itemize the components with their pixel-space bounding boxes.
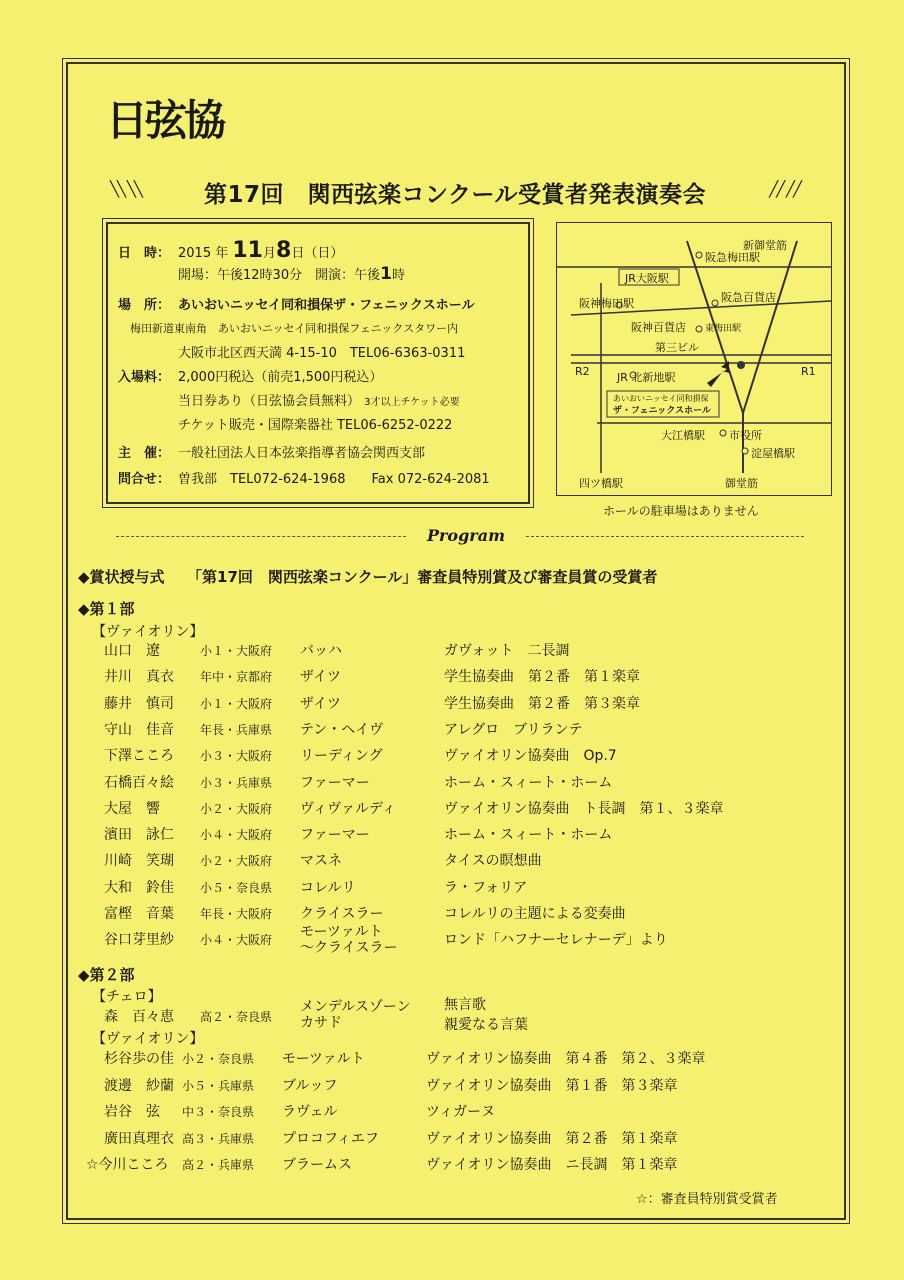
composer: ヴィヴァルディ <box>300 800 396 817</box>
label-higashi-umeda: 東梅田駅 <box>705 324 742 334</box>
performer-grade: 年長・大阪府 <box>200 907 273 921</box>
performer-name: 大屋 響 <box>104 800 160 817</box>
composer: プロコフィエフ <box>282 1130 379 1147</box>
performer-grade: 高２・兵庫県 <box>182 1158 255 1172</box>
date-day-unit: 日（日） <box>291 246 344 261</box>
composer: バッハ <box>300 643 342 659</box>
date-day: 8 <box>276 238 292 263</box>
piece: ヴァイオリン協奏曲 第１番 第３楽章 <box>426 1077 678 1094</box>
logo: 日弦協 <box>106 96 224 145</box>
performer-name: 杉谷歩の佳 <box>104 1051 174 1067</box>
piece: ヴァイオリン協奏曲 第２番 第１楽章 <box>426 1130 678 1147</box>
part2-title: ◆第２部 <box>78 966 135 984</box>
performer-grade: 年長・兵庫県 <box>200 722 273 737</box>
same-day-ticket: 当日券あり（日弦協会員無料） <box>178 394 361 409</box>
title-decoration-right: ╱╱ ╱╱ <box>769 180 800 198</box>
piece-2: 親愛なる言葉 <box>444 1017 528 1033</box>
performer-name: 藤井 慎司 <box>104 695 174 712</box>
award-ceremony: ◆賞状授与式 「第17回 関西弦楽コンクール」審査員特別賞及び審査員賞の受賞者 <box>78 568 658 586</box>
date-line <box>118 238 343 263</box>
date-month: 11 <box>232 238 263 263</box>
label-daisan-bldg: 第三ビル <box>655 341 699 354</box>
label-oebashi: 大江橋駅 <box>661 429 705 442</box>
label-jr-osaka: JR大阪駅 <box>625 272 669 285</box>
composer: テン・ヘイヴ <box>300 721 384 738</box>
divider-line-right <box>526 536 804 537</box>
venue-address: 大阪市北区西天満 4-15-10 TEL06-6363-0311 <box>178 346 466 361</box>
performer-name: 渡邊 紗蘭 <box>104 1077 174 1094</box>
piece: ホーム・スィート・ホーム <box>444 827 613 844</box>
performer-name: 下澤こころ <box>104 748 174 765</box>
access-map <box>556 222 832 496</box>
piece: ヴァイオリン協奏曲 第４番 第２、３楽章 <box>426 1051 706 1067</box>
composer: モーツァルト <box>300 924 383 941</box>
part2-violin-category: 【ヴァイオリン】 <box>92 1031 204 1047</box>
piece: アレグロ ブリランテ <box>444 721 583 738</box>
performer-name: 山口 遼 <box>104 643 160 659</box>
performer-grade: 小２・奈良県 <box>182 1052 255 1066</box>
piece: ヴァイオリン協奏曲 ニ長調 第１楽章 <box>426 1157 678 1173</box>
title-decoration-left: ╲╲ ╲╲ <box>110 180 141 198</box>
piece: タイスの瞑想曲 <box>444 853 542 870</box>
fee-line-2 <box>178 390 460 409</box>
open-time-line <box>178 264 405 284</box>
composer: メンデルスゾーン <box>300 999 411 1015</box>
label-shinmidosuji: 新御堂筋 <box>743 239 787 252</box>
piece: ヴァイオリン協奏曲 ト長調 第１、３楽章 <box>444 800 724 817</box>
cello-category: 【チェロ】 <box>92 989 162 1005</box>
performer-name: 守山 佳音 <box>104 721 174 738</box>
performer-name: 谷口芽里紗 <box>104 932 174 949</box>
date-label: 日 時： <box>118 246 171 261</box>
composer: ラヴェル <box>282 1104 338 1120</box>
composer: ファーマー <box>300 827 370 844</box>
host-label: 主 催： <box>118 446 171 461</box>
piece: ロンド「ハフナーセレナーデ」より <box>444 932 668 949</box>
venue-line <box>118 294 475 313</box>
label-hankyu-dept: 阪急百貨店 <box>721 291 776 304</box>
performer-grade: 年中・京都府 <box>200 670 273 685</box>
performer-grade: 小３・兵庫県 <box>200 775 273 790</box>
page-title: 第17回 関西弦楽コンクール受賞者発表演奏会 <box>203 182 707 208</box>
composer: モーツァルト <box>282 1051 365 1067</box>
piece: 無言歌 <box>444 997 486 1013</box>
contact-line <box>118 468 490 487</box>
composer: ザイツ <box>300 669 342 686</box>
label-hankyu-umeda: 阪急梅田駅 <box>705 251 760 264</box>
performer-name: 川崎 笑瑚 <box>104 853 174 870</box>
composer: コレルリ <box>300 879 356 896</box>
performer-name: 井川 真衣 <box>104 669 174 686</box>
host-line <box>118 442 425 461</box>
performer-name: ☆今川こころ <box>86 1157 169 1173</box>
performer-name: 森 百々恵 <box>104 1009 174 1025</box>
label-midosuji: 御堂筋 <box>725 477 758 490</box>
performer-grade: 小４・大阪府 <box>200 828 273 843</box>
piece: ヴァイオリン協奏曲 Op.7 <box>444 748 617 765</box>
performer-grade: 中３・奈良県 <box>182 1105 255 1119</box>
fee-price: 2,000円税込（前売1,500円税込） <box>178 370 383 385</box>
ticket-age-note: 3才以上チケット必要 <box>364 397 460 408</box>
piece: ガヴォット 二長調 <box>444 643 570 659</box>
footnote: ☆：審査員特別賞受賞者 <box>636 1192 778 1207</box>
performer-name: 濱田 詠仁 <box>104 827 174 844</box>
piece: 学生協奏曲 第２番 第３楽章 <box>444 695 640 712</box>
performer-grade: 小２・大阪府 <box>200 854 273 869</box>
composer: ザイツ <box>300 695 342 712</box>
venue-name: あいおいニッセイ同和損保ザ・フェニックスホール <box>178 298 475 313</box>
label-hanshin-umeda: 阪神梅田駅 <box>579 297 634 310</box>
performer-grade: 小１・大阪府 <box>200 696 273 711</box>
venue-label: 場 所： <box>118 298 171 313</box>
open-time-text: 開場：午後12時30分 開演：午後 <box>178 268 381 283</box>
composer: ブルッフ <box>282 1077 338 1094</box>
event-info-box <box>106 222 530 504</box>
label-yotsubashi: 四ツ橋駅 <box>579 477 623 490</box>
piece: コレルリの主題による変奏曲 <box>444 906 626 922</box>
label-r1: R1 <box>801 365 816 378</box>
piece: ツィガーヌ <box>426 1104 496 1120</box>
label-hall-line1: あいおいニッセイ同和損保 <box>613 394 709 403</box>
composer: リーディング <box>300 748 383 765</box>
composer: クライスラー <box>300 906 384 922</box>
contact-numbers: 曽我部 TEL072-624-1968 Fax 072-624-2081 <box>178 472 490 487</box>
part1-title: ◆第１部 <box>78 600 135 618</box>
performer-grade: 高２・奈良県 <box>200 1010 273 1024</box>
composer: マスネ <box>300 853 342 870</box>
fee-label: 入場料： <box>118 370 171 385</box>
performer-grade: 高３・兵庫県 <box>182 1131 255 1146</box>
performer-name: 大和 鈴佳 <box>104 879 174 896</box>
label-jr-kitashinchi: JR 北新地駅 <box>617 371 676 384</box>
contact-label: 問合せ： <box>118 472 171 487</box>
composer: ブラームス <box>282 1157 352 1173</box>
composer-2: ～クライスラー <box>300 940 398 957</box>
parking-note: ホールの駐車場はありません <box>603 504 759 518</box>
performer-grade: 小５・奈良県 <box>200 880 273 895</box>
composer-2: カサド <box>300 1015 342 1031</box>
title-row <box>110 176 800 206</box>
program-heading: Program <box>426 526 506 545</box>
performer-grade: 小２・大阪府 <box>200 801 273 816</box>
piece: ホーム・スィート・ホーム <box>444 774 613 791</box>
performer-name: 廣田真理衣 <box>104 1130 174 1147</box>
part1-category: 【ヴァイオリン】 <box>92 624 204 640</box>
venue-sub: 梅田新道東南角 あいおいニッセイ同和損保フェニックスタワー内 <box>130 322 459 335</box>
label-hanshin-dept: 阪神百貨店 <box>631 321 686 334</box>
performer-grade: 小５・兵庫県 <box>182 1078 255 1093</box>
label-hall-line2: ザ・フェニックスホール <box>613 406 711 416</box>
label-shiyakusho: 市役所 <box>729 429 762 442</box>
composer: ファーマー <box>300 774 370 791</box>
performer-name: 石橋百々絵 <box>104 774 174 791</box>
divider-line-left <box>116 536 406 537</box>
host-name: 一般社団法人日本弦楽指導者協会関西支部 <box>178 446 426 461</box>
date-year: 2015 年 <box>178 246 229 261</box>
start-hour-unit: 時 <box>391 268 405 283</box>
performer-grade: 小３・大阪府 <box>200 749 273 764</box>
performer-grade: 小４・大阪府 <box>200 933 273 948</box>
label-yodoyabashi: 淀屋橋駅 <box>751 447 795 460</box>
ticket-sales: チケット販売・国際楽器社 TEL06-6252-0222 <box>178 418 453 433</box>
performer-name: 富樫 音葉 <box>104 906 174 922</box>
label-r2: R2 <box>575 365 590 378</box>
performer-name: 岩谷 弦 <box>104 1104 160 1120</box>
piece: 学生協奏曲 第２番 第１楽章 <box>444 669 640 686</box>
fee-line <box>118 366 382 385</box>
date-month-unit: 月 <box>262 246 276 261</box>
performer-grade: 小１・大阪府 <box>200 644 273 658</box>
piece: ラ・フォリア <box>444 879 528 896</box>
start-hour: 1 <box>380 264 392 284</box>
program-divider <box>116 526 804 546</box>
